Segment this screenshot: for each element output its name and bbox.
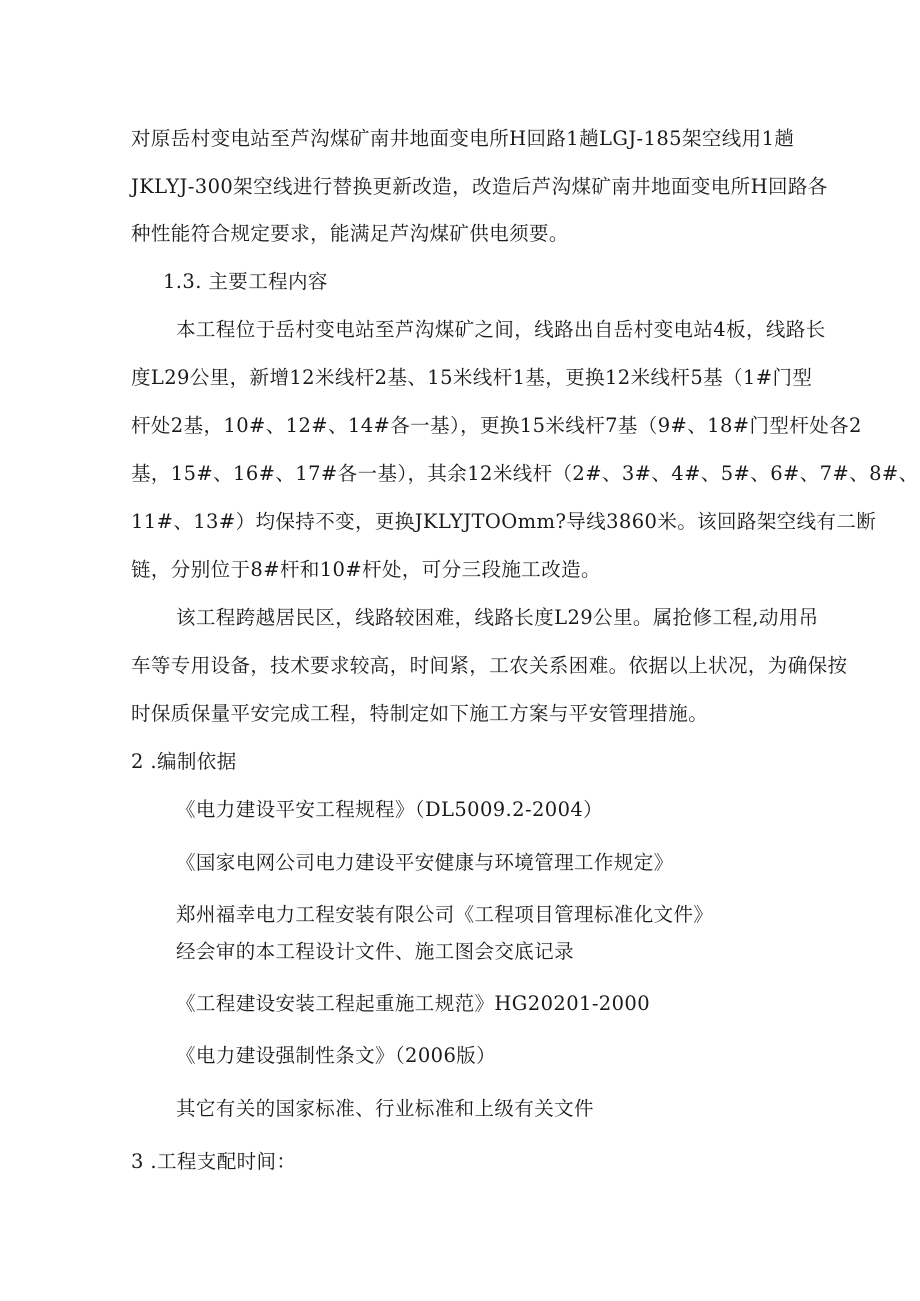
paragraph-1-line-4: 基，15#、16#、17#各一基），其余12米线杆（2#、3#、4#、5#、6#、7#、8#、 bbox=[131, 462, 919, 485]
paragraph-1-line-6: 链，分别位于8#杆和10#杆处，可分三段施工改造。 bbox=[131, 558, 601, 581]
intro-line-2: JKLYJ-300架空线进行替换更新改造，改造后芦沟煤矿南井地面变电所H回路各 bbox=[131, 175, 828, 198]
section-heading-2: 2 .编制依据 bbox=[131, 750, 237, 773]
intro-line-3: 种性能符合规定要求，能满足芦沟煤矿供电须要。 bbox=[131, 222, 569, 245]
paragraph-1-line-3: 杆处2基，10#、12#、14#各一基），更换15米线杆7基（9#、18#门型杆处各2 bbox=[131, 414, 862, 437]
reference-item: 经会审的本工程设计文件、施工图会交底记录 bbox=[176, 940, 575, 963]
paragraph-2-line-1: 该工程跨越居民区，线路较困难，线路长度L29公里。属抢修工程,动用吊 bbox=[176, 606, 819, 629]
reference-item: 其它有关的国家标准、行业标准和上级有关文件 bbox=[176, 1097, 594, 1120]
paragraph-1-line-2: 度L29公里，新增12米线杆2基、15米线杆1基，更换12米线杆5基（1#门型 bbox=[131, 366, 813, 389]
paragraph-1-line-5: 11#、13#）均保持不变，更换JKLYJTOOmm?导线3860米。该回路架空线有二断 bbox=[131, 510, 877, 533]
reference-item: 《工程建设安装工程起重施工规范》HG20201-2000 bbox=[176, 992, 651, 1015]
section-heading-1-3: 1.3. 主要工程内容 bbox=[163, 270, 328, 293]
reference-item: 《电力建设平安工程规程》（DL5009.2-2004） bbox=[176, 798, 604, 821]
paragraph-2-line-2: 车等专用设备，技术要求较高，时间紧，工农关系困难。依据以上状况，为确保按 bbox=[131, 654, 848, 677]
section-heading-3: 3 .工程支配时间： bbox=[131, 1150, 297, 1173]
reference-item: 《国家电网公司电力建设平安健康与环境管理工作规定》 bbox=[176, 851, 674, 874]
paragraph-1-line-1: 本工程位于岳村变电站至芦沟煤矿之间，线路出自岳村变电站4板，线路长 bbox=[176, 318, 826, 341]
paragraph-2-line-3: 时保质保量平安完成工程，特制定如下施工方案与平安管理措施。 bbox=[131, 702, 709, 725]
reference-item: 《电力建设强制性条文》（2006版） bbox=[176, 1044, 497, 1067]
reference-item: 郑州福幸电力工程安装有限公司《工程项目管理标准化文件》 bbox=[176, 903, 714, 926]
intro-line-1: 对原岳村变电站至芦沟煤矿南井地面变电所H回路1趟LGJ-185架空线用1趟 bbox=[131, 127, 795, 150]
